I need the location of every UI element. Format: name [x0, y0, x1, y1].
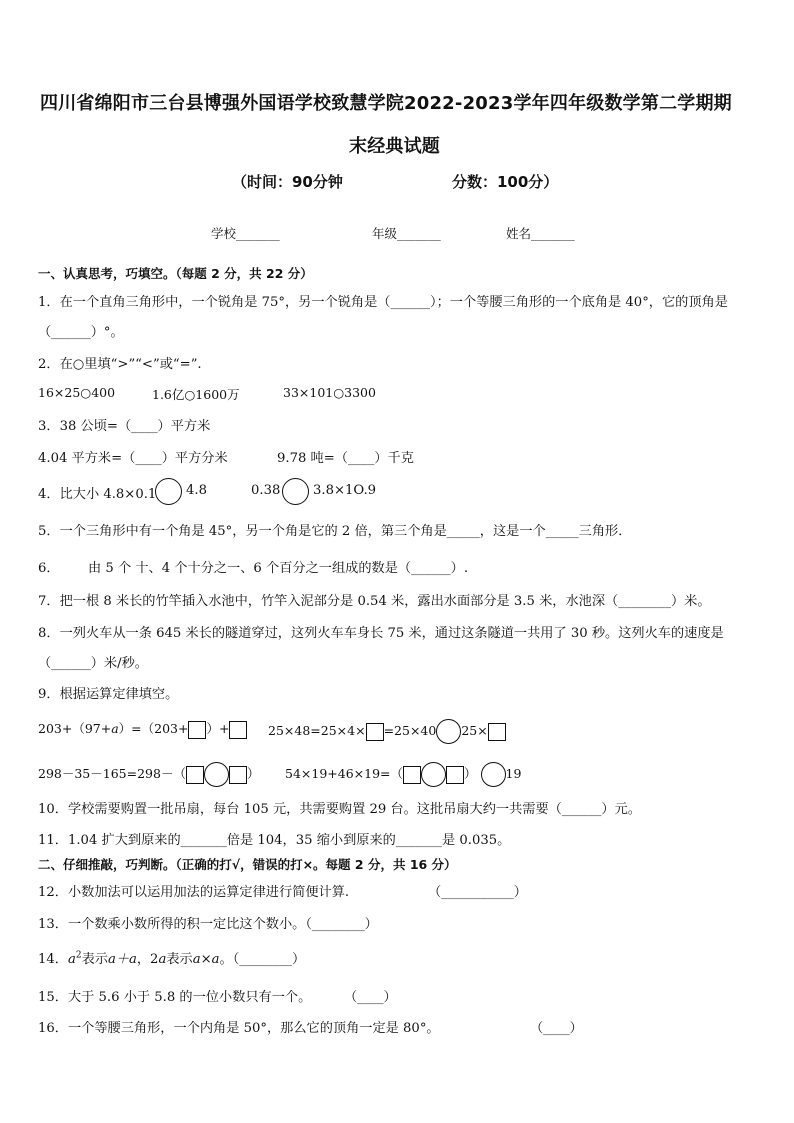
- expr-part: ）: [246, 766, 260, 781]
- q14-expr2: a×a: [192, 952, 220, 967]
- expr-part: 54×19+46×19=（: [285, 766, 404, 781]
- question-16-blank[interactable]: （____）: [530, 1021, 583, 1036]
- question-1-line1: 1．在一个直角三角形中，一个锐角是 75°，另一个锐角是（______）；一个等腰三角形的一个底角是 40°，它的顶角是: [38, 295, 728, 310]
- answer-box[interactable]: [446, 766, 464, 784]
- school-field: 学校_______: [211, 226, 280, 241]
- question-9-row1: [38, 719, 247, 739]
- variable-a: a: [158, 952, 167, 967]
- exponent: 2: [75, 950, 82, 961]
- question-4-mid: 4.8: [186, 483, 207, 498]
- question-12-blank[interactable]: （___________）: [428, 885, 527, 900]
- page-title-line2: 末经典试题: [349, 136, 440, 157]
- question-5: 5．一个三角形中有一个角是 45°，另一个角是它的 2 倍，第三个角是_____，这是一个_____三角形．: [38, 524, 632, 539]
- compare-circle[interactable]: [155, 478, 182, 505]
- operator-circle[interactable]: [204, 762, 229, 787]
- question-13: 13．一个数乘小数所得的积一定比这个数小。（________）: [38, 917, 378, 932]
- expr-part: =25×40: [383, 723, 437, 738]
- q14-text: 表示: [81, 952, 108, 967]
- expr-part: 25×: [461, 723, 488, 738]
- grade-field: 年级_______: [372, 226, 441, 241]
- question-9-row2-right: [285, 762, 521, 787]
- exam-time: （时间：90分钟: [232, 173, 343, 191]
- answer-box[interactable]: [186, 766, 204, 784]
- variable-a: a: [67, 952, 76, 967]
- question-9-row1-right: [268, 719, 506, 744]
- expr-part: ）+: [206, 721, 230, 736]
- variable-a: a: [111, 721, 119, 736]
- question-4-d: 3.8×1O.9: [313, 483, 377, 498]
- question-9: 9．根据运算定律填空。: [38, 687, 179, 702]
- question-8-line2: （______）米/秒。: [38, 656, 148, 671]
- answer-box[interactable]: [403, 766, 421, 784]
- name-field: 姓名_______: [506, 226, 575, 241]
- question-3: 3．38 公顷=（____）平方米: [38, 419, 211, 434]
- question-6: 由 5 个 十、4 个十分之一、6 个百分之一组成的数是（______）.: [88, 561, 469, 576]
- answer-box[interactable]: [488, 723, 506, 741]
- expr-part: 19: [505, 766, 522, 781]
- question-14: [38, 948, 305, 967]
- operator-circle[interactable]: [436, 719, 461, 744]
- question-11: 11．1.04 扩大到原来的_______倍是 104，35 缩小到原来的_______是 0.035。: [38, 833, 511, 848]
- answer-box[interactable]: [366, 723, 384, 741]
- question-10: 10．学校需要购置一批吊扇，每台 105 元，共需要购置 29 台。这批吊扇大约一共需要（______）元。: [38, 802, 641, 817]
- question-6-number: 6．: [38, 561, 60, 576]
- expr-part: 25×48=25×4×: [268, 723, 366, 738]
- operator-circle[interactable]: [421, 762, 446, 787]
- question-4-left: 4．比大小 4.8×0.1: [38, 487, 157, 502]
- answer-box[interactable]: [229, 721, 247, 739]
- expr-part: 298－35－165=298－（: [38, 766, 186, 781]
- expr-part: ）: [464, 766, 477, 781]
- answer-box[interactable]: [188, 721, 206, 739]
- question-3-part-b: 9.78 吨=（____）千克: [277, 451, 414, 466]
- question-2-item-1: 16×25○400: [38, 385, 116, 400]
- operator-circle[interactable]: [481, 762, 506, 787]
- expr-part: 203+（97+: [38, 721, 112, 736]
- exam-score: 分数：100分）: [452, 173, 559, 191]
- question-1-line2: （______）°。: [38, 325, 124, 340]
- question-4-c: 0.38: [251, 483, 281, 498]
- question-12: 12．小数加法可以运用加法的运算定律进行简便计算.: [38, 885, 350, 900]
- question-2: 2．在○里填“>”“<”或“=”.: [38, 357, 202, 372]
- section1-heading: 一、认真思考，巧填空。（每题 2 分，共 22 分）: [38, 266, 313, 281]
- q14-num: 14．: [38, 952, 68, 967]
- question-8-line1: 8．一列火车从一条 645 米长的隧道穿过，这列火车车身长 75 米，通过这条隧道一共用了 30 秒。这列火车的速度是: [38, 626, 724, 641]
- q14-blank[interactable]: 。（________）: [219, 952, 306, 967]
- page-title-line1: 四川省绵阳市三台县博强外国语学校致慧学院2022-2023学年四年级数学第二学期期: [40, 93, 732, 114]
- question-3-part-a: 4.04 平方米=（____）平方分米: [38, 451, 228, 466]
- question-2-item-2: 1.6亿○1600万: [152, 387, 240, 402]
- q14-text: ，2: [136, 952, 159, 967]
- question-16: 16．一个等腰三角形，一个内角是 50°，那么它的顶角一定是 80°。: [38, 1021, 440, 1036]
- q14-expr1: a＋a: [107, 952, 137, 967]
- compare-circle[interactable]: [282, 478, 309, 505]
- answer-box[interactable]: [229, 766, 247, 784]
- question-15: 15．大于 5.6 小于 5.8 的一位小数只有一个。: [38, 990, 312, 1005]
- question-15-blank[interactable]: （____）: [344, 990, 397, 1005]
- question-9-row2: [38, 762, 259, 787]
- section2-heading: 二、仔细推敲，巧判断。（正确的打√，错误的打×。每题 2 分，共 16 分）: [38, 857, 457, 872]
- question-7: 7．把一根 8 米长的竹竿插入水池中，竹竿入泥部分是 0.54 米，露出水面部分是 3.5 米，水池深（________）米。: [38, 594, 711, 609]
- q14-text: 表示: [166, 952, 193, 967]
- question-2-item-3: 33×101○3300: [283, 385, 376, 400]
- expr-part: ）=（203+: [118, 721, 189, 736]
